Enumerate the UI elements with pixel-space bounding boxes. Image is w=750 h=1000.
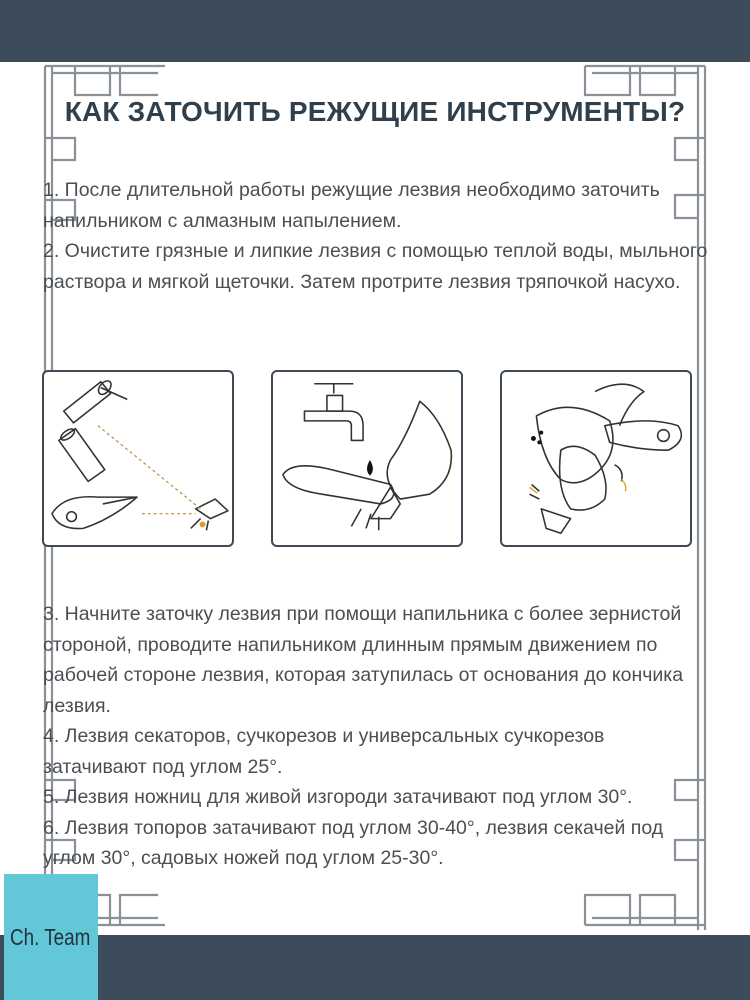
faucet-brush-icon (271, 370, 463, 547)
bottom-bar (0, 935, 750, 1000)
step-5: 5. Лезвия ножниц для живой изгороди затачивают под углом 30°. (43, 786, 633, 808)
brand-logo (4, 874, 98, 1000)
brand-logo-text: Ch. Team (10, 924, 91, 950)
step-6: 6. Лезвия топоров затачивают под углом 30-40°, лезвия секачей под углом 30°, садовых ножей под углом 25-30°. (43, 816, 664, 869)
instructions-bottom (43, 599, 708, 874)
step-1: 1. После длительной работы режущие лезвия необходимо заточить напильником с алмазным напылением. (43, 179, 660, 232)
page-title: КАК ЗАТОЧИТЬ РЕЖУЩИЕ ИНСТРУМЕНТЫ? (64, 96, 686, 127)
file-and-blade-icon (42, 370, 234, 547)
top-bar (0, 0, 750, 62)
hand-wipe-icon (500, 370, 692, 547)
step-2: 2. Очистите грязные и липкие лезвия с помощью теплой воды, мыльного раствора и мягкой щеточки. Затем протрите лезвия тряпочкой насухо. (43, 240, 708, 293)
step-4: 4. Лезвия секаторов, сучкорезов и универсальных сучкорезов затачивают под углом 25°. (43, 725, 605, 778)
step-3: 3. Начните заточку лезвия при помощи напильника с более зернистой стороной, проводите напильником длинным прямым движением по рабочей стороне лезвия, которая затупилась от основания до кончика лезвия. (43, 603, 684, 717)
instructions-top (43, 175, 708, 297)
